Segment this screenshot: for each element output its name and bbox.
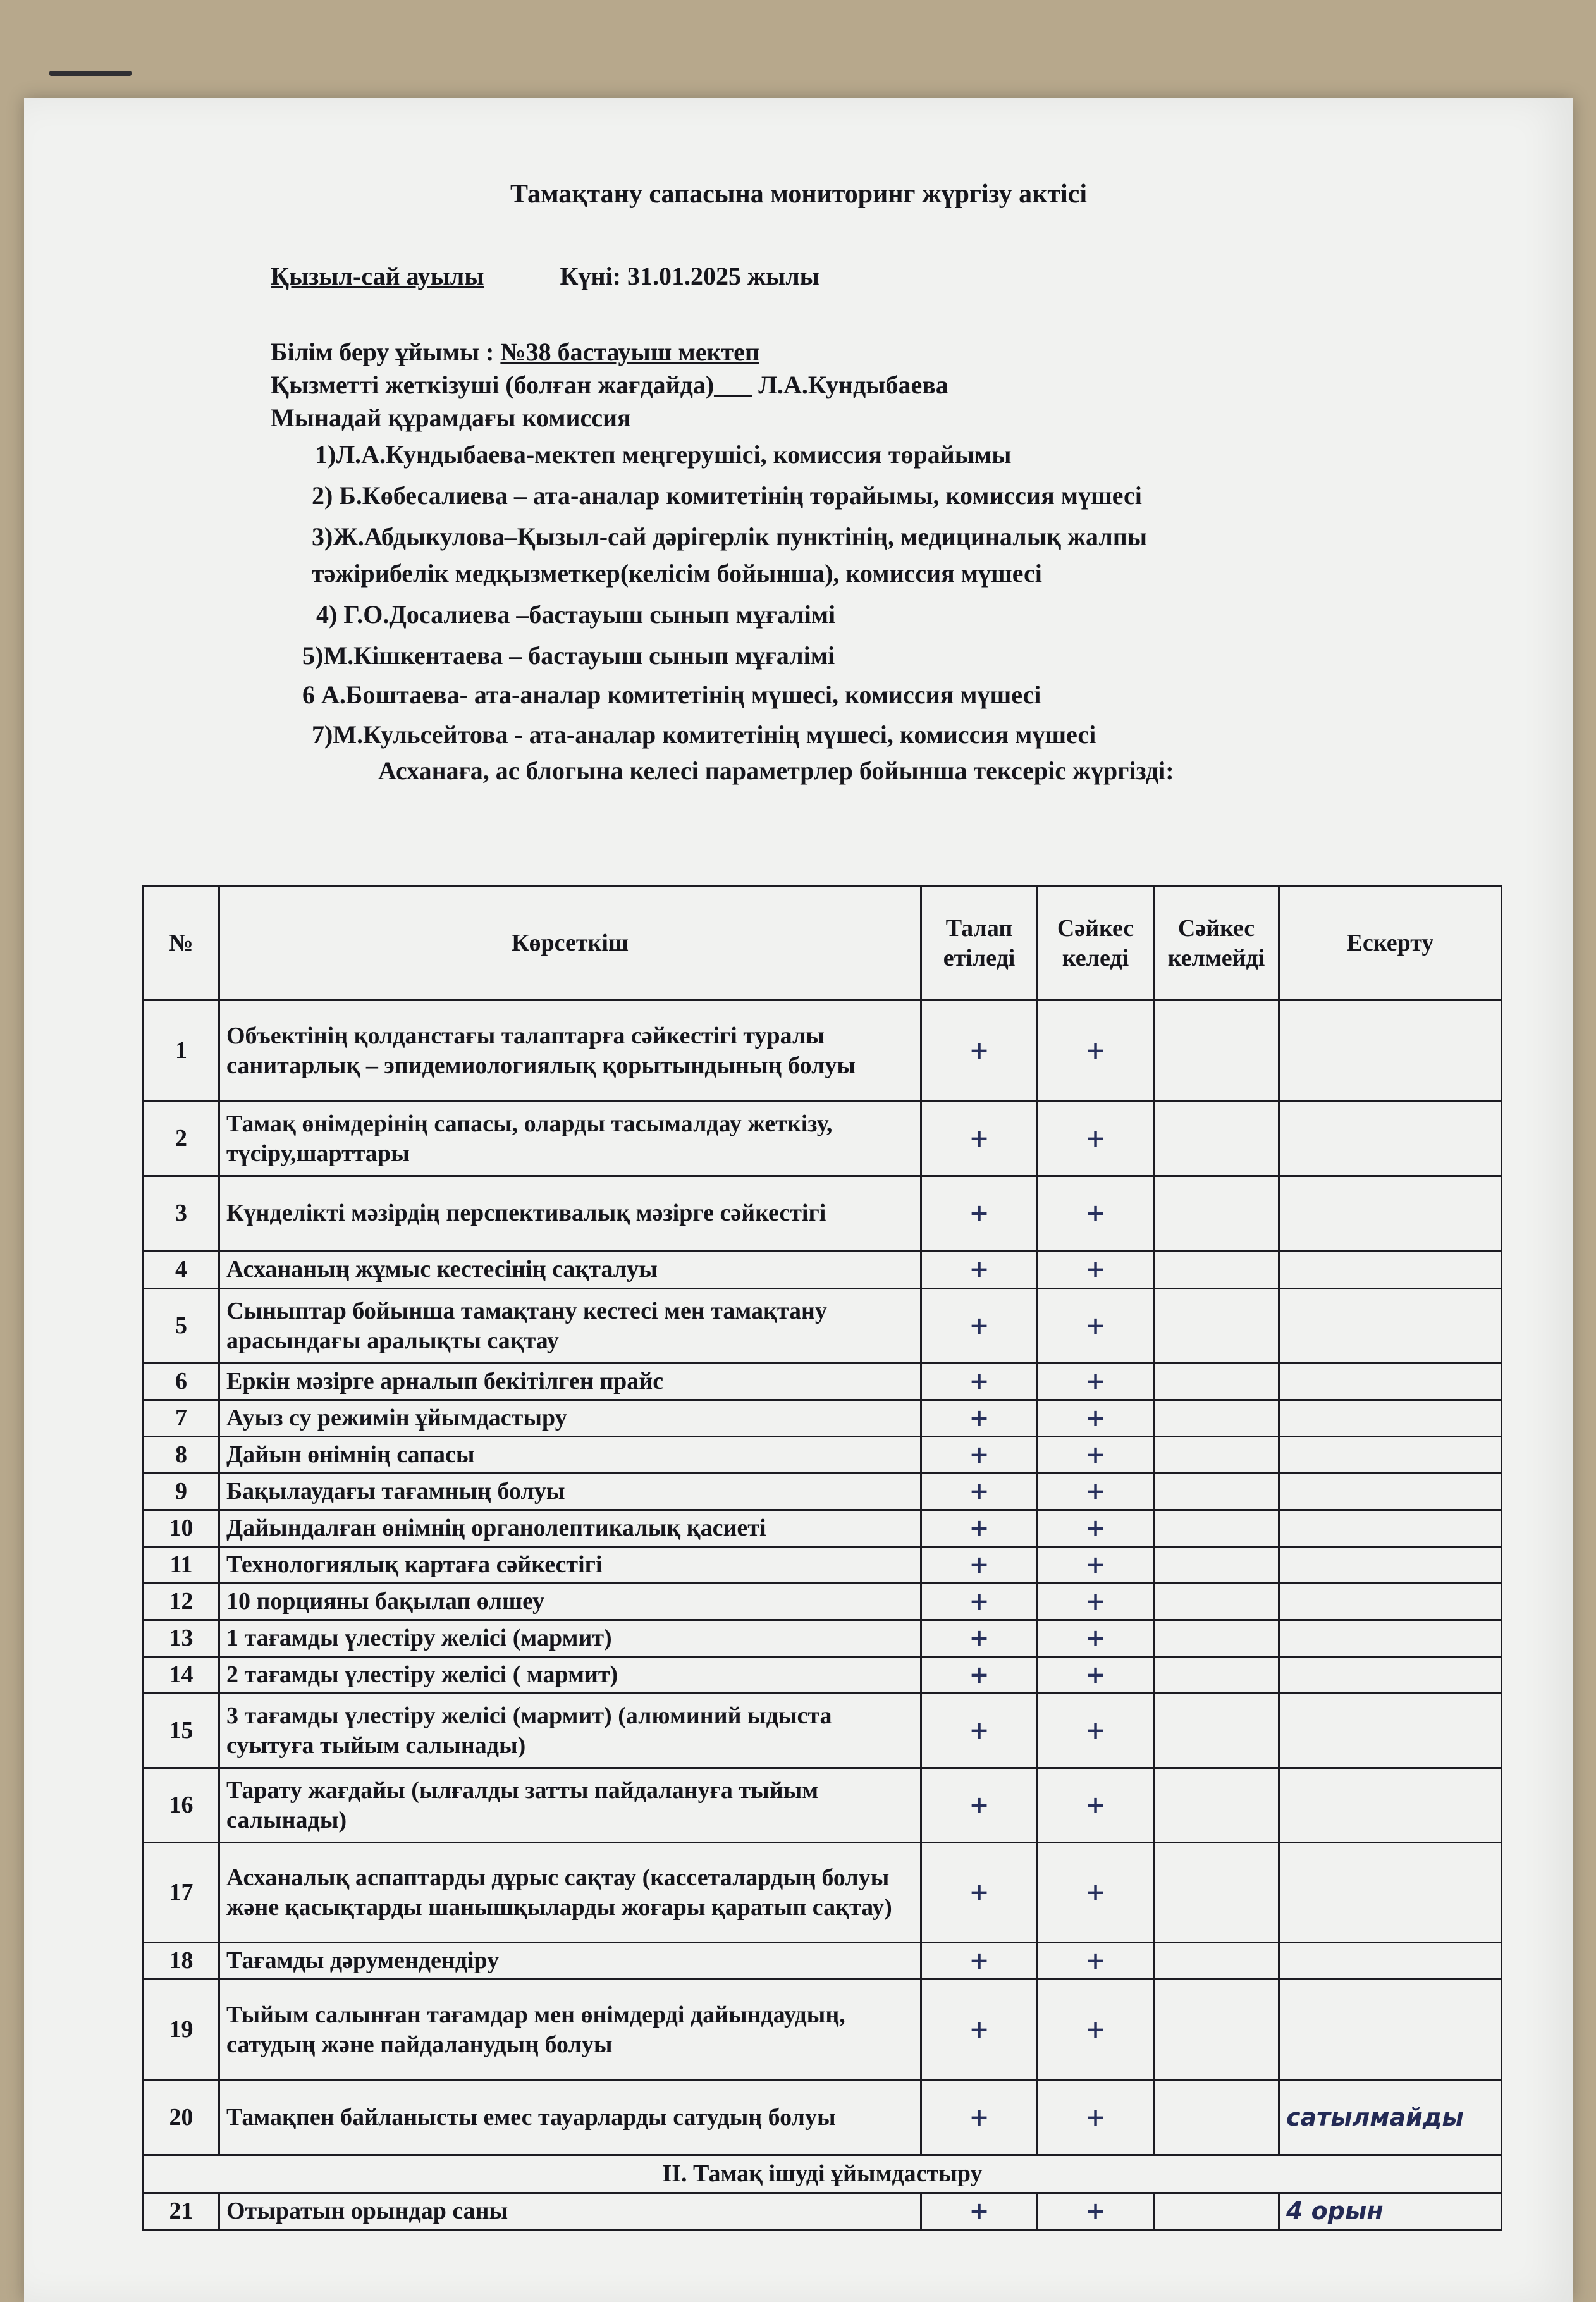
corner-mark [49, 71, 132, 76]
table-row [144, 2081, 1502, 2155]
required-mark: + [921, 2081, 1038, 2155]
noncompliant-mark [1154, 1176, 1279, 1251]
row-indicator: Отыратын орындар саны [219, 2193, 921, 2230]
compliant-mark: + [1038, 1657, 1154, 1694]
commission-member: 3)Ж.Абдыкулова–Қызыл-сай дәрігерлік пунктінің, медициналық жалпы [312, 522, 1148, 551]
document-page [24, 98, 1573, 2302]
row-note [1279, 1768, 1502, 1843]
compliant-mark: + [1038, 1474, 1154, 1510]
row-note [1279, 1943, 1502, 1979]
row-note [1279, 1979, 1502, 2081]
noncompliant-mark [1154, 1510, 1279, 1547]
row-indicator: 2 тағамды үлестіру желісі ( мармит) [219, 1657, 921, 1694]
act-date: Күні: 31.01.2025 жылы [560, 262, 819, 290]
compliant-mark: + [1038, 1000, 1154, 1102]
row-note [1279, 1694, 1502, 1768]
row-indicator: 1 тағамды үлестіру желісі (мармит) [219, 1620, 921, 1657]
compliant-mark: + [1038, 1363, 1154, 1400]
table-row [144, 1289, 1502, 1363]
row-number: 1 [144, 1000, 219, 1102]
compliant-mark: + [1038, 1547, 1154, 1584]
compliant-mark: + [1038, 1251, 1154, 1289]
noncompliant-mark [1154, 2193, 1279, 2230]
compliant-mark: + [1038, 2193, 1154, 2230]
required-mark: + [921, 1400, 1038, 1437]
col-compliant-header: Сәйкес келеді [1038, 887, 1154, 1000]
row-indicator: Ауыз су режимін ұйымдастыру [219, 1400, 921, 1437]
row-note [1279, 1510, 1502, 1547]
col-indicator-header: Көрсеткіш [219, 887, 921, 1000]
compliant-mark: + [1038, 1102, 1154, 1176]
org-label: Білім беру ұйымы : [271, 338, 494, 366]
row-indicator: Сыныптар бойынша тамақтану кестесі мен тамақтану арасындағы аралықты сақтау [219, 1289, 921, 1363]
row-indicator: Еркін мәзірге арналып бекітілген прайс [219, 1363, 921, 1400]
row-number: 12 [144, 1584, 219, 1620]
row-indicator: Бақылаудағы тағамның болуы [219, 1474, 921, 1510]
table-row [144, 1400, 1502, 1437]
row-note [1279, 1620, 1502, 1657]
required-mark: + [921, 1437, 1038, 1474]
noncompliant-mark [1154, 1102, 1279, 1176]
commission-member: 6 А.Боштаева- ата-аналар комитетінің мүшесі, комиссия мүшесі [302, 680, 1041, 709]
compliant-mark: + [1038, 1943, 1154, 1979]
org-line [271, 337, 759, 367]
required-mark: + [921, 1510, 1038, 1547]
row-note [1279, 1400, 1502, 1437]
row-note [1279, 1843, 1502, 1943]
row-indicator: Тамақ өнімдерінің сапасы, оларды тасымалдау жеткізу, түсіру,шарттары [219, 1102, 921, 1176]
row-number: 4 [144, 1251, 219, 1289]
table-row [144, 1000, 1502, 1102]
row-indicator: Тағамды дәрумендендіру [219, 1943, 921, 1979]
noncompliant-mark [1154, 1474, 1279, 1510]
section-row [144, 2155, 1502, 2193]
noncompliant-mark [1154, 1979, 1279, 2081]
inspection-intro: Асханаға, ас блогына келесі параметрлер бойынша тексеріс жүргізді: [378, 756, 1174, 785]
noncompliant-mark [1154, 1289, 1279, 1363]
row-number: 15 [144, 1694, 219, 1768]
table-row [144, 1620, 1502, 1657]
required-mark: + [921, 1657, 1038, 1694]
noncompliant-mark [1154, 1584, 1279, 1620]
col-required-header: Талап етіледі [921, 887, 1038, 1000]
noncompliant-mark [1154, 1768, 1279, 1843]
compliant-mark: + [1038, 1437, 1154, 1474]
table-row [144, 1102, 1502, 1176]
supplier-value: Л.А.Кундыбаева [758, 371, 948, 399]
required-mark: + [921, 1363, 1038, 1400]
required-mark: + [921, 1251, 1038, 1289]
table-row [144, 1474, 1502, 1510]
required-mark: + [921, 1289, 1038, 1363]
row-number: 11 [144, 1547, 219, 1584]
row-number: 3 [144, 1176, 219, 1251]
row-indicator: Тамақпен байланысты емес тауарларды сатудың болуы [219, 2081, 921, 2155]
noncompliant-mark [1154, 2081, 1279, 2155]
row-number: 14 [144, 1657, 219, 1694]
compliant-mark: + [1038, 1843, 1154, 1943]
table-header-row [144, 887, 1502, 1000]
supplier-label: Қызметті жеткізуші (болған жағдайда)___ [271, 371, 752, 399]
row-indicator: Технологиялық картаға сәйкестігі [219, 1547, 921, 1584]
noncompliant-mark [1154, 1620, 1279, 1657]
row-indicator: Күнделікті мәзірдің перспективалық мәзірге сәйкестігі [219, 1176, 921, 1251]
col-number-header: № [144, 887, 219, 1000]
section-title: II. Тамақ ішуді ұйымдастыру [144, 2155, 1502, 2193]
row-number: 21 [144, 2193, 219, 2230]
row-note [1279, 1363, 1502, 1400]
noncompliant-mark [1154, 1943, 1279, 1979]
col-noncompliant-header: Сәйкес келмейді [1154, 887, 1279, 1000]
required-mark: + [921, 1843, 1038, 1943]
compliant-mark: + [1038, 1584, 1154, 1620]
table-row [144, 1657, 1502, 1694]
row-number: 7 [144, 1400, 219, 1437]
required-mark: + [921, 1547, 1038, 1584]
commission-member: 1)Л.А.Кундыбаева-мектеп меңгерушісі, комиссия төрайымы [315, 440, 1012, 469]
compliant-mark: + [1038, 1768, 1154, 1843]
required-mark: + [921, 1943, 1038, 1979]
commission-member: 2) Б.Көбесалиева – ата-аналар комитетінің төрайымы, комиссия мүшесі [312, 481, 1142, 510]
row-indicator: Асхананың жұмыс кестесінің сақталуы [219, 1251, 921, 1289]
village-date-line [271, 261, 819, 291]
table-row [144, 1843, 1502, 1943]
row-indicator: 10 порцияны бақылап өлшеу [219, 1584, 921, 1620]
row-number: 17 [144, 1843, 219, 1943]
table-row [144, 1943, 1502, 1979]
row-note [1279, 1000, 1502, 1102]
row-note [1279, 1176, 1502, 1251]
row-number: 6 [144, 1363, 219, 1400]
row-number: 10 [144, 1510, 219, 1547]
table-row [144, 1979, 1502, 2081]
table-row [144, 1768, 1502, 1843]
village-name: Қызыл-сай ауылы [271, 262, 484, 290]
table-row [144, 1510, 1502, 1547]
inspection-table [142, 885, 1502, 2231]
compliant-mark: + [1038, 1400, 1154, 1437]
row-indicator: Объектінің қолданстағы талаптарға сәйкестігі туралы санитарлық – эпидемиологиялық қорытындының болуы [219, 1000, 921, 1102]
table-row [144, 1176, 1502, 1251]
commission-member: 4) Г.О.Досалиева –бастауыш сынып мұғалімі [316, 600, 836, 629]
compliant-mark: + [1038, 1620, 1154, 1657]
required-mark: + [921, 1474, 1038, 1510]
compliant-mark: + [1038, 1694, 1154, 1768]
row-indicator: Дайын өнімнің сапасы [219, 1437, 921, 1474]
document-title: Тамақтану сапасына мониторинг жүргізу актісі [510, 180, 1087, 209]
noncompliant-mark [1154, 1843, 1279, 1943]
row-note: сатылмайды [1279, 2081, 1502, 2155]
row-note [1279, 1584, 1502, 1620]
required-mark: + [921, 1000, 1038, 1102]
row-number: 2 [144, 1102, 219, 1176]
row-indicator: Тарату жағдайы (ылғалды затты пайдалануға тыйым салынады) [219, 1768, 921, 1843]
row-note [1279, 1437, 1502, 1474]
row-note [1279, 1474, 1502, 1510]
col-note-header: Ескерту [1279, 887, 1502, 1000]
required-mark: + [921, 1102, 1038, 1176]
table-row [144, 1437, 1502, 1474]
row-note [1279, 1547, 1502, 1584]
row-indicator: Тыйым салынған тағамдар мен өнімдерді дайындаудың, сатудың және пайдаланудың болуы [219, 1979, 921, 2081]
row-note [1279, 1289, 1502, 1363]
compliant-mark: + [1038, 1979, 1154, 2081]
required-mark: + [921, 1694, 1038, 1768]
row-number: 16 [144, 1768, 219, 1843]
table-row [144, 1694, 1502, 1768]
row-number: 18 [144, 1943, 219, 1979]
commission-member: 7)М.Кульсейтова - ата-аналар комитетінің мүшесі, комиссия мүшесі [312, 720, 1096, 749]
row-number: 8 [144, 1437, 219, 1474]
row-number: 9 [144, 1474, 219, 1510]
noncompliant-mark [1154, 1547, 1279, 1584]
row-number: 5 [144, 1289, 219, 1363]
row-note [1279, 1102, 1502, 1176]
table-row [144, 1363, 1502, 1400]
row-indicator: Асханалық аспаптарды дұрыс сақтау (кассеталардың болуы және қасықтарды шанышқыларды жоғары қаратып сақтау) [219, 1843, 921, 1943]
row-indicator: 3 тағамды үлестіру желісі (мармит) (алюминий ыдыста суытуға тыйым салынады) [219, 1694, 921, 1768]
noncompliant-mark [1154, 1657, 1279, 1694]
row-number: 13 [144, 1620, 219, 1657]
noncompliant-mark [1154, 1400, 1279, 1437]
noncompliant-mark [1154, 1694, 1279, 1768]
table-row [144, 1547, 1502, 1584]
noncompliant-mark [1154, 1000, 1279, 1102]
required-mark: + [921, 2193, 1038, 2230]
table-row [144, 1251, 1502, 1289]
compliant-mark: + [1038, 2081, 1154, 2155]
noncompliant-mark [1154, 1251, 1279, 1289]
row-note: 4 орын [1279, 2193, 1502, 2230]
row-note [1279, 1251, 1502, 1289]
table-row [144, 1584, 1502, 1620]
required-mark: + [921, 1979, 1038, 2081]
compliant-mark: + [1038, 1510, 1154, 1547]
commission-member: тәжірибелік медқызметкер(келісім бойынша), комиссия мүшесі [312, 559, 1042, 588]
noncompliant-mark [1154, 1363, 1279, 1400]
supplier-line [271, 370, 948, 400]
table-row [144, 2193, 1502, 2230]
compliant-mark: + [1038, 1289, 1154, 1363]
org-value: №38 бастауыш мектеп [500, 338, 759, 366]
commission-member: 5)М.Кішкентаева – бастауыш сынып мұғалімі [302, 641, 835, 670]
required-mark: + [921, 1176, 1038, 1251]
row-number: 20 [144, 2081, 219, 2155]
required-mark: + [921, 1768, 1038, 1843]
compliant-mark: + [1038, 1176, 1154, 1251]
row-note [1279, 1657, 1502, 1694]
noncompliant-mark [1154, 1437, 1279, 1474]
required-mark: + [921, 1620, 1038, 1657]
required-mark: + [921, 1584, 1038, 1620]
commission-label: Мынадай құрамдағы комиссия [271, 403, 631, 432]
row-number: 19 [144, 1979, 219, 2081]
row-indicator: Дайындалған өнімнің органолептикалық қасиеті [219, 1510, 921, 1547]
